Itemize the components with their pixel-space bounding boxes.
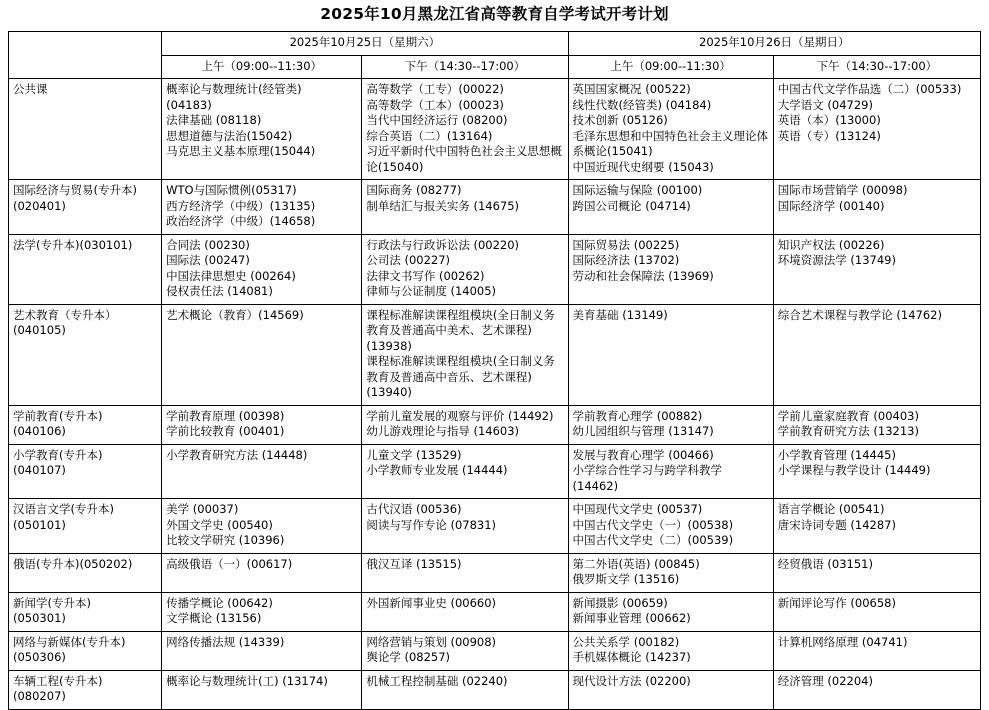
course-line: 小学课程与教学设计 (14449) [777, 463, 931, 477]
course-line: 传播学概论 (00642) [166, 595, 273, 610]
major-cell [9, 553, 162, 592]
major-cell [9, 631, 162, 670]
header-day-1: 2025年10月25日（星期六） [162, 32, 568, 56]
course-cell-session-4 [773, 234, 980, 304]
table-row [9, 631, 981, 670]
course-line: 中国古代文学作品选（二）(00533) [777, 82, 962, 96]
table-row [9, 304, 981, 405]
course-line: 外国文学史 (00540) [166, 517, 273, 532]
course-line: 俄罗斯文学 (13516) [572, 572, 680, 586]
course-cell-session-1 [162, 444, 362, 499]
course-line: 综合艺术课程与教学论 (14762) [777, 307, 942, 322]
course-line: 国际运输与保险 (00100) [572, 183, 703, 197]
course-cell-session-2 [362, 304, 568, 405]
major-cell [9, 405, 162, 444]
course-line: 网络营销与策划 (00908) [366, 634, 497, 649]
course-line: 课程标准解读课程组模块(全日制义务教育及普通高中音乐、艺术课程)(13940) [366, 354, 555, 399]
course-line: 英语（专）(13124) [777, 128, 881, 143]
course-line: 阅读与写作专论 (07831) [366, 517, 497, 532]
course-line: 国际商务 (08277) [366, 183, 462, 197]
course-cell-session-3 [568, 553, 773, 592]
course-line: 高等数学（工本）(00023) [366, 97, 504, 112]
major-cell [9, 304, 162, 405]
course-cell-session-4 [773, 499, 980, 554]
course-cell-session-2 [362, 79, 568, 180]
major-line: 国际经济与贸易(专升本) [13, 183, 137, 197]
table-row [9, 180, 981, 235]
course-cell-session-2 [362, 553, 568, 592]
course-line: 美学 (00037) [166, 502, 239, 516]
table-row [9, 553, 981, 592]
course-line: 新闻事业管理 (00662) [572, 611, 691, 625]
table-body [9, 79, 981, 710]
major-line: (080207) [13, 689, 66, 703]
table-row [9, 79, 981, 180]
course-line: 语言学概论 (00541) [777, 502, 885, 516]
major-line: (050301) [13, 611, 66, 625]
major-cell [9, 180, 162, 235]
course-cell-session-2 [362, 670, 568, 709]
major-line: 法学(专升本)(030101) [13, 237, 133, 252]
course-line: 知识产权法 (00226) [777, 237, 885, 252]
course-line: 跨国公司概论 (04714) [572, 198, 691, 213]
course-line: 中国近现代史纲要 (15043) [572, 159, 714, 174]
course-cell-session-4 [773, 79, 980, 180]
course-line: 学前教育原理 (00398) [166, 408, 285, 423]
major-line: 公共课 [13, 82, 48, 96]
table-row [9, 444, 981, 499]
course-line: 政治经济学（中级）(14658) [166, 214, 316, 228]
page-title: 2025年10月黑龙江省高等教育自学考试开考计划 [320, 5, 669, 23]
course-line: 俄汉互译 (13515) [366, 556, 462, 571]
exam-schedule-table [8, 31, 981, 710]
course-line: 现代设计方法 (02200) [572, 673, 691, 688]
course-cell-session-1 [162, 592, 362, 631]
course-cell-session-3 [568, 180, 773, 235]
course-line: 舆论学 (08257) [366, 650, 451, 664]
course-line: 小学教育研究方法 (14448) [166, 447, 308, 462]
course-line: 文学概论 (13156) [166, 611, 262, 625]
course-line: (04183) [166, 97, 212, 112]
table-header-days [9, 32, 981, 56]
course-cell-session-4 [773, 631, 980, 670]
course-line: 新闻摄影 (00659) [572, 595, 668, 610]
course-line: 行政法与行政诉讼法 (00220) [366, 237, 520, 252]
course-line: 幼儿园组织与管理 (13147) [572, 424, 714, 438]
course-cell-session-1 [162, 79, 362, 180]
course-cell-session-3 [568, 631, 773, 670]
course-line: 高等数学（工专）(00022) [366, 82, 504, 96]
course-line: 概率论与数理统计(工) (13174) [166, 673, 328, 688]
course-line: 第二外语(英语) (00845) [572, 556, 700, 571]
course-cell-session-1 [162, 180, 362, 235]
major-line: (050101) [13, 517, 66, 532]
course-line: 经贸俄语 (03151) [777, 556, 873, 571]
course-line: 小学教师专业发展 (14444) [366, 463, 508, 477]
course-line: 国际法 (00247) [166, 253, 250, 267]
course-line: 环境资源法学 (13749) [777, 253, 896, 267]
course-line: 古代汉语 (00536) [366, 502, 462, 516]
course-cell-session-4 [773, 444, 980, 499]
course-line: 劳动和社会保障法 (13969) [572, 268, 714, 283]
course-cell-session-3 [568, 304, 773, 405]
course-line: 国际市场营销学 (00098) [777, 183, 908, 197]
course-line: 学前儿童发展的观察与评价 (14492) [366, 408, 554, 423]
course-line: 计算机网络原理 (04741) [777, 634, 908, 649]
course-cell-session-2 [362, 234, 568, 304]
course-line: 经济管理 (02204) [777, 673, 873, 688]
course-line: 思想道德与法治(15042) [166, 128, 293, 143]
course-cell-session-4 [773, 670, 980, 709]
course-cell-session-2 [362, 592, 568, 631]
course-line: 公司法 (00227) [366, 253, 451, 267]
course-line: 中国法律思想史 (00264) [166, 268, 296, 283]
course-line: 公共关系学 (00182) [572, 634, 680, 649]
course-cell-session-3 [568, 592, 773, 631]
major-line: 新闻学(专升本) [13, 595, 91, 610]
major-line: (050306) [13, 650, 66, 664]
course-line: 西方经济学（中级）(13135) [166, 198, 316, 213]
course-line: 大学语文 (04729) [777, 97, 873, 112]
major-line: (040105) [13, 323, 66, 337]
major-cell [9, 499, 162, 554]
course-cell-session-2 [362, 180, 568, 235]
major-line: 网络与新媒体(专升本) [13, 634, 126, 649]
course-line: 网络传播法规 (14339) [166, 634, 285, 649]
course-cell-session-1 [162, 499, 362, 554]
major-cell [9, 79, 162, 180]
course-line: 学前教育心理学 (00882) [572, 408, 703, 423]
course-line: 唐宋诗词专题 (14287) [777, 517, 896, 532]
major-cell [9, 592, 162, 631]
major-cell [9, 670, 162, 709]
course-cell-session-4 [773, 304, 980, 405]
course-cell-session-1 [162, 304, 362, 405]
course-line: 幼儿游戏理论与指导 (14603) [366, 424, 520, 438]
course-line: 艺术概论（教育）(14569) [166, 307, 304, 322]
course-line: 法律文书写作 (00262) [366, 268, 485, 283]
course-line: 当代中国经济运行 (08200) [366, 113, 508, 127]
course-line: 线性代数(经管类) (04184) [572, 97, 712, 112]
course-cell-session-2 [362, 631, 568, 670]
course-cell-session-1 [162, 405, 362, 444]
course-cell-session-4 [773, 180, 980, 235]
course-line: 习近平新时代中国特色社会主义思想概论(15040) [366, 144, 562, 174]
course-line: 学前教育研究方法 (13213) [777, 424, 919, 438]
course-cell-session-1 [162, 553, 362, 592]
course-line: 儿童文学 (13529) [366, 447, 462, 462]
course-cell-session-3 [568, 79, 773, 180]
course-line: 学前儿童家庭教育 (00403) [777, 408, 919, 423]
course-cell-session-4 [773, 405, 980, 444]
course-line: 课程标准解读课程组模块(全日制义务教育及普通高中美术、艺术课程)(13938) [366, 307, 555, 353]
table-row [9, 670, 981, 709]
major-line: 汉语言文学(专升本) [13, 502, 114, 516]
header-session-2: 下午（14:30--17:00） [362, 55, 568, 79]
table-row [9, 405, 981, 444]
header-session-1: 上午（09:00--11:30） [162, 55, 362, 79]
course-cell-session-3 [568, 670, 773, 709]
course-line: 技术创新 (05126) [572, 113, 668, 127]
major-cell [9, 234, 162, 304]
course-cell-session-2 [362, 444, 568, 499]
major-cell [9, 444, 162, 499]
major-line: 俄语(专升本)(050202) [13, 556, 133, 571]
course-line: 概率论与数理统计(经管类) [166, 82, 302, 96]
course-cell-session-4 [773, 592, 980, 631]
major-line: 学前教育(专升本) [13, 408, 103, 423]
course-line: 律师与公证制度 (14005) [366, 284, 497, 298]
course-line: 小学教育管理 (14445) [777, 447, 896, 462]
course-line: 国际贸易法 (00225) [572, 237, 680, 252]
course-line: 法律基础 (08118) [166, 113, 262, 127]
course-line: 比较文学研究 (10396) [166, 533, 285, 547]
major-line: (040106) [13, 424, 66, 438]
course-cell-session-3 [568, 405, 773, 444]
course-line: 国际经济法 (13702) [572, 253, 680, 267]
course-line: 中国现代文学史 (00537) [572, 502, 703, 516]
course-line: 高级俄语（一）(00617) [166, 556, 293, 571]
course-line: 毛泽东思想和中国特色社会主义理论体系概论(15041) [572, 128, 769, 158]
table-row [9, 234, 981, 304]
major-line: (040107) [13, 463, 66, 477]
course-cell-session-3 [568, 444, 773, 499]
header-session-3: 上午（09:00--11:30） [568, 55, 773, 79]
course-line: 中国古代文学史（一）(00538) [572, 517, 734, 532]
header-corner-cell [9, 32, 162, 79]
table-row [9, 592, 981, 631]
course-line: 手机媒体概论 (14237) [572, 650, 691, 664]
course-line: 英语（本）(13000) [777, 113, 881, 127]
course-line: 综合英语（二）(13164) [366, 128, 493, 143]
course-line: 发展与教育心理学 (00466) [572, 447, 714, 462]
course-line: 机械工程控制基础 (02240) [366, 673, 508, 688]
course-cell-session-4 [773, 553, 980, 592]
course-cell-session-1 [162, 631, 362, 670]
course-line: 中国古代文学史（二）(00539) [572, 533, 734, 547]
course-line: 合同法 (00230) [166, 237, 250, 252]
course-cell-session-3 [568, 234, 773, 304]
course-line: 学前比较教育 (00401) [166, 424, 285, 438]
course-line: 马克思主义基本原理(15044) [166, 144, 316, 158]
table-row [9, 499, 981, 554]
major-line: 车辆工程(专升本) [13, 673, 103, 688]
course-line: 美育基础 (13149) [572, 307, 668, 322]
course-cell-session-2 [362, 499, 568, 554]
course-line: WTO与国际惯例(05317) [166, 183, 297, 197]
course-cell-session-1 [162, 234, 362, 304]
course-line: 小学综合性学习与跨学科教学 (14462) [572, 463, 723, 493]
header-session-4: 下午（14:30--17:00） [773, 55, 980, 79]
course-cell-session-2 [362, 405, 568, 444]
course-line: 国际经济学 (00140) [777, 198, 885, 213]
course-cell-session-3 [568, 499, 773, 554]
course-cell-session-1 [162, 670, 362, 709]
header-day-2: 2025年10月26日（星期日） [568, 32, 980, 56]
course-line: 侵权责任法 (14081) [166, 284, 273, 298]
course-line: 制单结汇与报关实务 (14675) [366, 198, 520, 213]
course-line: 新闻评论写作 (00658) [777, 595, 896, 610]
course-line: 英国国家概况 (00522) [572, 82, 691, 96]
major-line: 小学教育(专升本) [13, 447, 103, 462]
course-line: 外国新闻事业史 (00660) [366, 595, 497, 610]
major-line: 艺术教育（专升本） [13, 307, 117, 322]
major-line: (020401) [13, 198, 66, 213]
